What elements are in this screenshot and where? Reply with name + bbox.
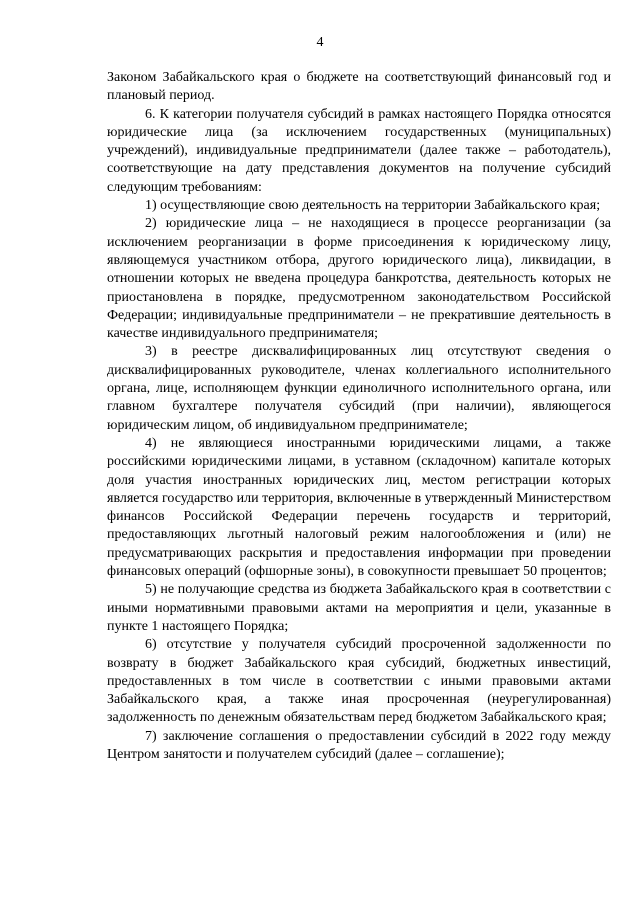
paragraph-requirement-5: 5) не получающие средства из бюджета Забайкальского края в соответствии с иными нормативными правовыми актами на мероприятия и цели, указанные в пункте 1 настоящего Порядка; (107, 582, 611, 634)
paragraph-requirement-7: 7) заключение соглашения о предоставлении субсидий в 2022 году между Центром занятости и получателем субсидий (далее – соглашение); (107, 728, 611, 762)
paragraph-item-6: 6. К категории получателя субсидий в рамках настоящего Порядка относятся юридические лица (за исключением государственных (муниципальных) учреждений), индивидуальные предприниматели (далее также – работодатель), соответствующие на дату представления документов на получение субсидий следующим требованиям: (107, 106, 611, 195)
document-body (107, 69, 611, 764)
paragraph-requirement-4: 4) не являющиеся иностранными юридическими лицами, а также российскими юридическими лицами, в уставном (складочном) капитале которых доля участия иностранных юридических лиц, местом регистрации которых является государство или территория, включенные в утвержденный Министерством финансов Российской Федерации перечень государств и территорий, предоставляющих льготный налоговый режим налогообложения и (или) не предусматривающих раскрытия и предоставления информации при проведении финансовых операций (офшорные зоны), в совокупности превышает 50 процентов; (107, 435, 611, 580)
paragraph-requirement-1: 1) осуществляющие свою деятельность на территории Забайкальского края; (145, 198, 601, 214)
paragraph-requirement-2: 2) юридические лица – не находящиеся в процессе реорганизации (за исключением реорганизации в форме присоединения к юридическому лицу, являющемуся участником отбора, другого юридического лица), ликвидации, в отношении которых не введена процедура банкротства, деятельность которых не приостановлена в порядке, предусмотренном законодательством Российской Федерации; индивидуальные предприниматели – не прекратившие деятельность в качестве индивидуального предпринимателя; (107, 216, 611, 342)
paragraph-requirement-6: 6) отсутствие у получателя субсидий просроченной задолженности по возврату в бюджет Забайкальского края субсидий, бюджетных инвестиций, предоставленных в том числе в соответствии с иными правовыми актами Забайкальского края, а также иная просроченная (неурегулированная) задолженность по денежным обязательствам перед бюджетом Забайкальского края; (107, 637, 611, 726)
paragraph-requirement-3: 3) в реестре дисквалифицированных лиц отсутствуют сведения о дисквалифицированных руководителе, членах коллегиального исполнительного органа, лице, исполняющем функции единоличного исполнительного органа, или главном бухгалтере получателя субсидий (при наличии), являющегося юридическим лицом, об индивидуальном предпринимателе; (107, 344, 611, 433)
page-number: 4 (316, 35, 324, 50)
paragraph-continuation: Законом Забайкальского края о бюджете на соответствующий финансовый год и плановый период. (107, 70, 611, 104)
